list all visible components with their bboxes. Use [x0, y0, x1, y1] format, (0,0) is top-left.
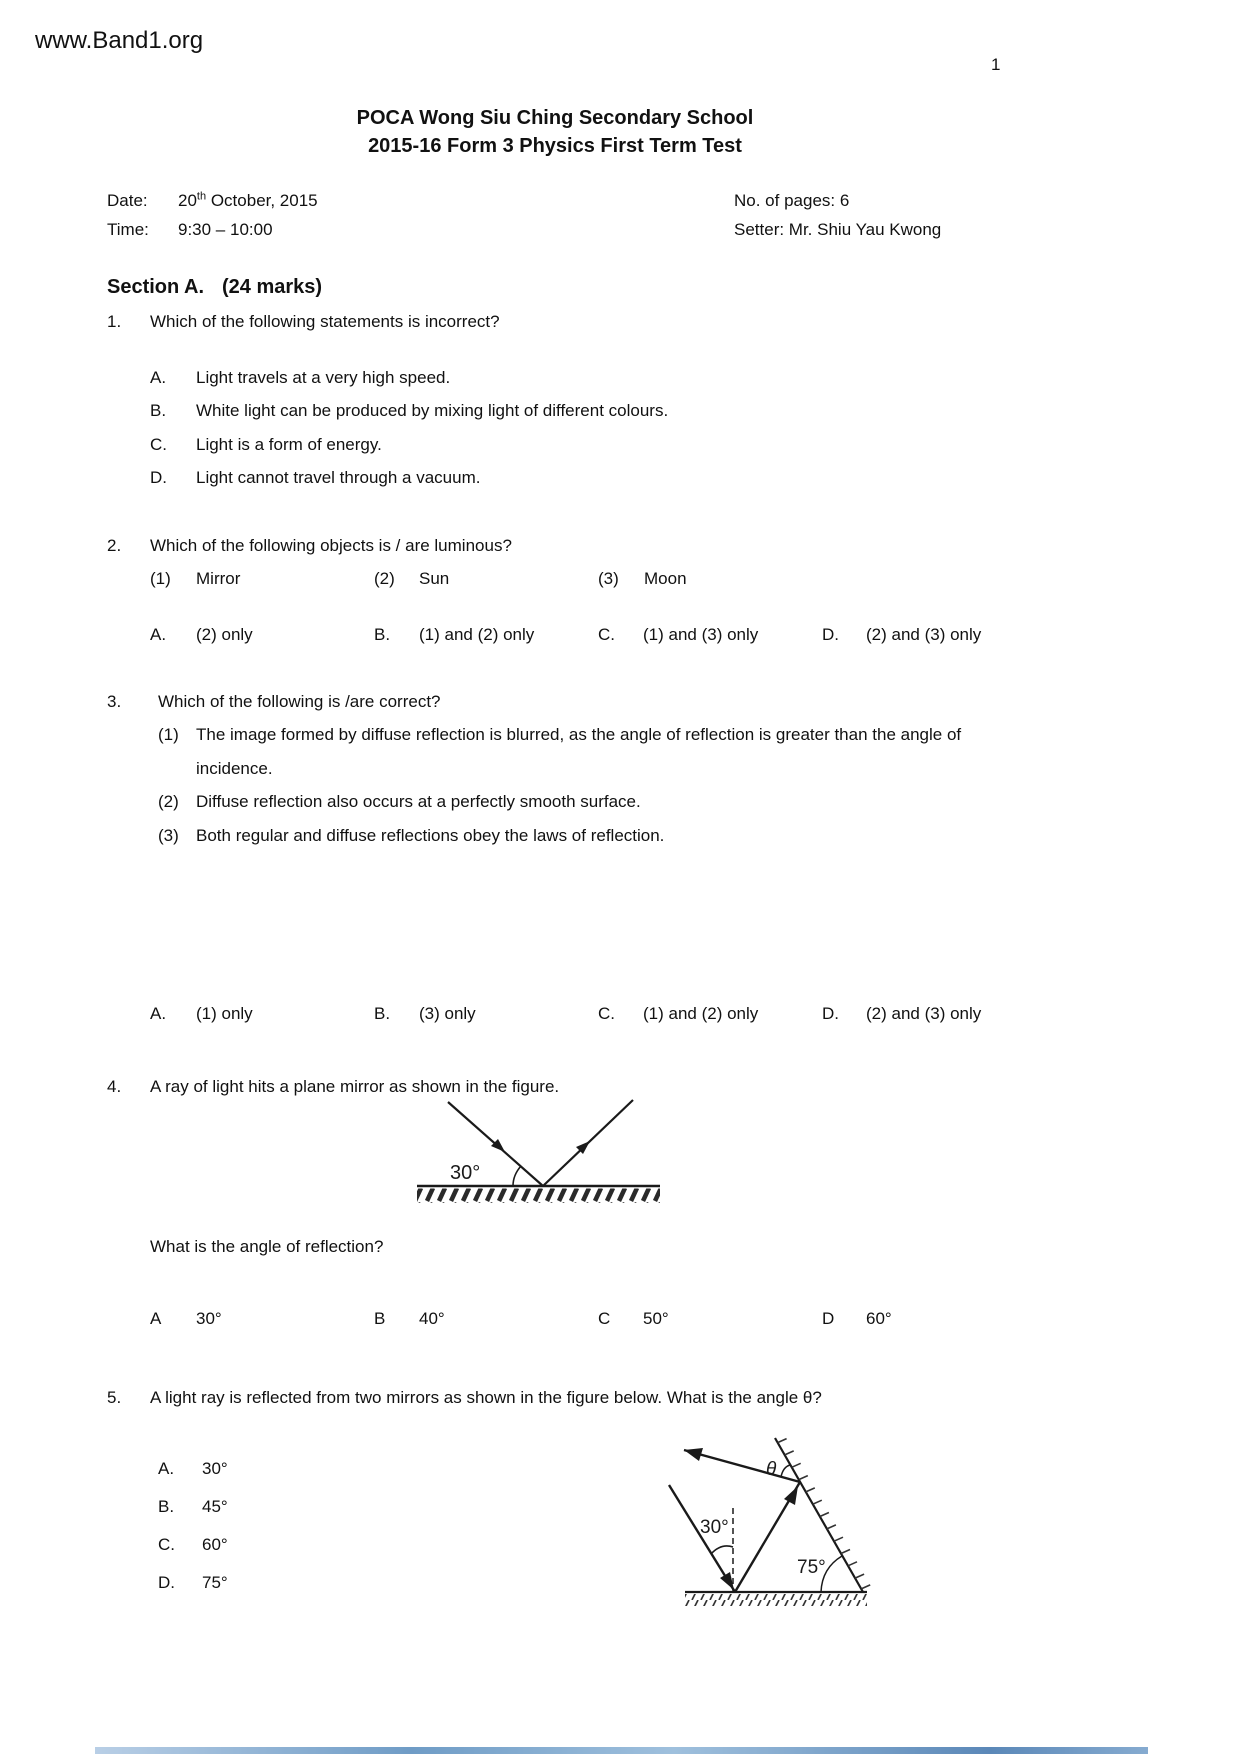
q2-option-d-text: (2) and (3) only — [866, 625, 982, 644]
q4-option-d-text: 60° — [866, 1309, 892, 1328]
date-day: 20 — [178, 191, 197, 210]
q3-option-b-label: B. — [374, 1004, 391, 1023]
q4-option-a-label: A — [150, 1309, 162, 1328]
date-label: Date: — [107, 191, 148, 210]
q4-angle-label: 30° — [450, 1162, 481, 1184]
q3-statement-2-label: (2) — [158, 792, 179, 811]
q4-question: What is the angle of reflection? — [150, 1237, 384, 1256]
bottom-blue-bar — [95, 1747, 1148, 1754]
q3-option-b-text: (3) only — [419, 1004, 476, 1023]
q1-option-b-label: B. — [150, 401, 167, 420]
q1-option-a-text: Light travels at a very high speed. — [196, 368, 451, 387]
q2-text: Which of the following objects is / are luminous? — [150, 536, 512, 555]
q4-angle-arc — [513, 1166, 521, 1186]
q3-text: Which of the following is /are correct? — [158, 692, 441, 711]
q1-option-d-text: Light cannot travel through a vacuum. — [196, 468, 481, 487]
q1-text: Which of the following statements is incorrect? — [150, 312, 500, 331]
q5-option-a-label: A. — [158, 1459, 175, 1478]
q1-number: 1. — [107, 312, 122, 331]
q1-option-a-label: A. — [150, 368, 167, 387]
q2-option-a-text: (2) only — [196, 625, 253, 644]
q2-item-1-label: (1) — [150, 569, 171, 588]
time-label: Time: — [107, 220, 149, 239]
q5-final-arrowhead — [684, 1448, 703, 1461]
q5-ground-hatching — [685, 1594, 867, 1606]
date-rest: October, 2015 — [206, 191, 318, 210]
q5-incident-arrowhead — [720, 1572, 734, 1590]
section-marks: (24 marks) — [222, 276, 323, 298]
q2-option-c-text: (1) and (3) only — [643, 625, 759, 644]
q1-option-d-label: D. — [150, 468, 167, 487]
time-value: 9:30 – 10:00 — [178, 220, 273, 239]
q3-option-a-text: (1) only — [196, 1004, 253, 1023]
q4-mirror-hatching — [417, 1189, 660, 1204]
section-heading: Section A. — [107, 276, 205, 298]
q4-option-b-text: 40° — [419, 1309, 445, 1328]
q5-text: A light ray is reflected from two mirrors as shown in the figure below. What is the angle θ? — [150, 1388, 822, 1407]
q5-final-ray — [684, 1450, 800, 1482]
q1-option-b-text: White light can be produced by mixing light of different colours. — [196, 401, 669, 420]
q3-statement-3-text: Both regular and diffuse reflections obey the laws of reflection. — [196, 826, 665, 845]
q3-statement-2-text: Diffuse reflection also occurs at a perfectly smooth surface. — [196, 792, 641, 811]
q5-angle-30-arc — [711, 1546, 733, 1554]
q3-option-d-text: (2) and (3) only — [866, 1004, 982, 1023]
school-name: POCA Wong Siu Ching Secondary School — [356, 107, 754, 129]
q3-statement-1-label: (1) — [158, 725, 179, 744]
q4-option-d-label: D — [822, 1309, 835, 1328]
q4-option-b-label: B — [374, 1309, 386, 1328]
q2-item-3-label: (3) — [598, 569, 619, 588]
q3-number: 3. — [107, 692, 122, 711]
q5-theta-arc — [781, 1465, 790, 1477]
q2-option-c-label: C. — [598, 625, 615, 644]
q3-option-c-text: (1) and (2) only — [643, 1004, 759, 1023]
q5-option-d-label: D. — [158, 1573, 175, 1592]
q2-option-d-label: D. — [822, 625, 839, 644]
page-number: 1 — [991, 55, 1001, 74]
date-value — [178, 190, 318, 211]
q2-item-1-text: Mirror — [196, 569, 241, 588]
watermark: www.Band1.org — [35, 27, 204, 54]
q5-angle-75-label: 75° — [797, 1557, 826, 1578]
q3-option-c-label: C. — [598, 1004, 615, 1023]
q3-statement-1-line1: The image formed by diffuse reflection is blurred, as the angle of reflection is greater than the angle of — [196, 725, 962, 744]
q5-option-d-text: 75° — [202, 1573, 228, 1592]
q5-figure — [600, 1420, 890, 1615]
q5-middle-arrowhead — [784, 1486, 798, 1505]
q5-number: 5. — [107, 1388, 122, 1407]
q4-figure — [400, 1082, 675, 1207]
q2-item-3-text: Moon — [644, 569, 687, 588]
q3-statement-3-label: (3) — [158, 826, 179, 845]
q5-option-a-text: 30° — [202, 1459, 228, 1478]
q3-option-a-label: A. — [150, 1004, 167, 1023]
q3-option-d-label: D. — [822, 1004, 839, 1023]
q2-option-b-label: B. — [374, 625, 391, 644]
q2-item-2-text: Sun — [419, 569, 450, 588]
q5-option-b-text: 45° — [202, 1497, 228, 1516]
q4-option-c-label: C — [598, 1309, 611, 1328]
q4-text: A ray of light hits a plane mirror as shown in the figure. — [150, 1077, 560, 1096]
q5-angle-30-label: 30° — [700, 1517, 729, 1538]
q2-item-2-label: (2) — [374, 569, 395, 588]
q4-number: 4. — [107, 1077, 122, 1096]
q5-option-c-label: C. — [158, 1535, 175, 1554]
q2-option-a-label: A. — [150, 625, 167, 644]
q4-option-c-text: 50° — [643, 1309, 669, 1328]
test-title: 2015-16 Form 3 Physics First Term Test — [368, 135, 742, 157]
q2-option-b-text: (1) and (2) only — [419, 625, 535, 644]
date-suffix: th — [196, 190, 207, 203]
q1-option-c-text: Light is a form of energy. — [196, 435, 382, 454]
q5-option-b-label: B. — [158, 1497, 175, 1516]
q5-theta-label: θ — [766, 1459, 777, 1480]
q4-option-a-text: 30° — [196, 1309, 222, 1328]
q3-statement-1-line2: incidence. — [196, 759, 273, 778]
setter: Setter: Mr. Shiu Yau Kwong — [734, 220, 942, 239]
pages-count: No. of pages: 6 — [734, 191, 850, 210]
q5-option-c-text: 60° — [202, 1535, 228, 1554]
q1-option-c-label: C. — [150, 435, 167, 454]
q2-number: 2. — [107, 536, 122, 555]
